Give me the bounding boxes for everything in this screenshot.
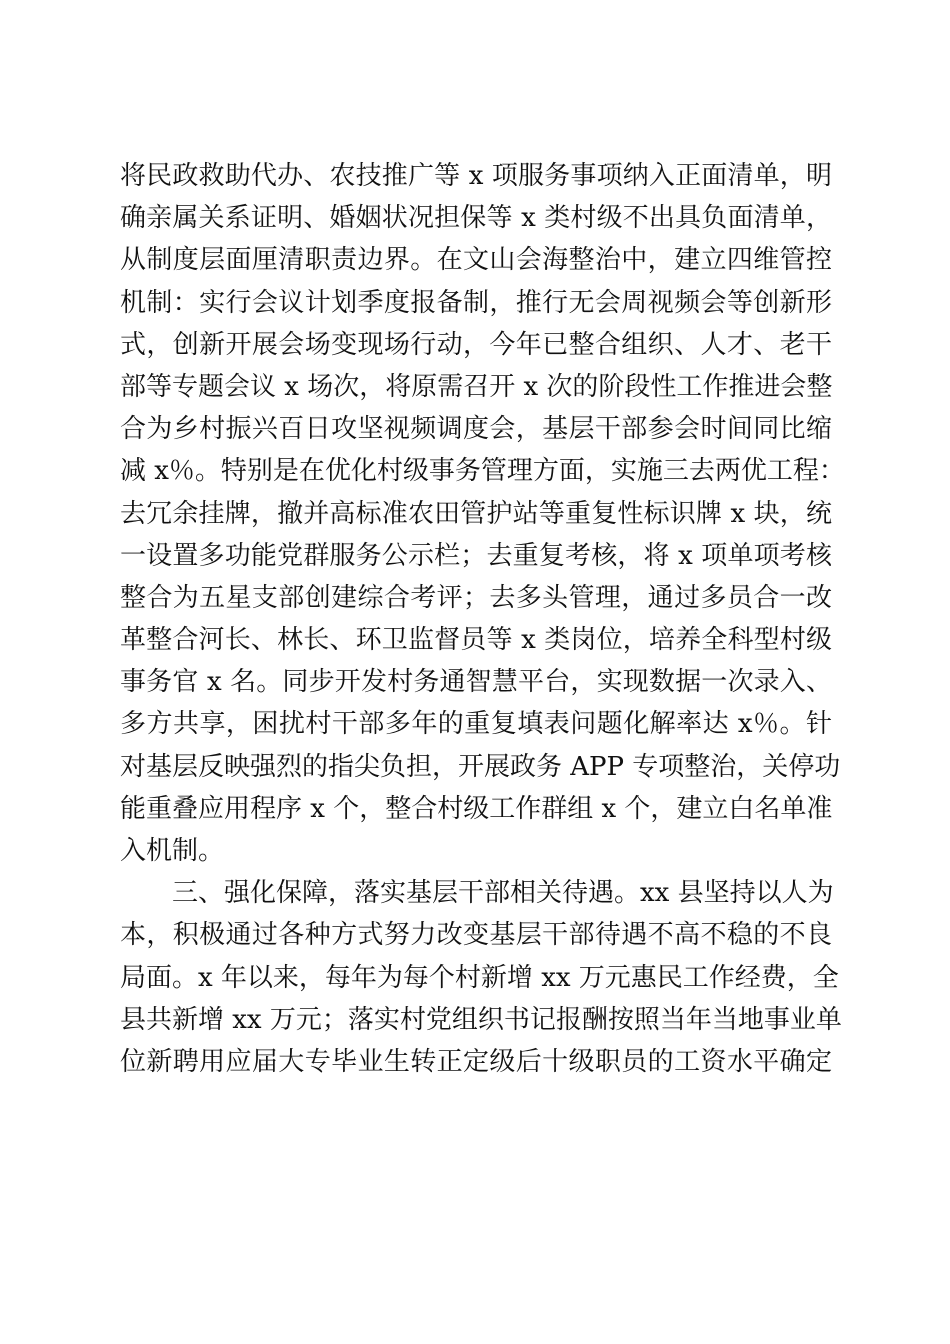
text-line: 合为乡村振兴百日攻坚视频调度会，基层干部参会时间同比缩 [120,414,832,445]
text-line: 多方共享，困扰村干部多年的重复填表问题化解率达 x％。针 [120,709,832,740]
paragraph-2 [120,872,842,1083]
text-line: 对基层反映强烈的指尖负担，开展政务 APP 专项整治，关停功 [120,751,841,782]
text-line: 将民政救助代办、农技推广等 x 项服务事项纳入正面清单，明 [120,161,832,191]
text-line: 机制：实行会议计划季度报备制，推行无会周视频会等创新形 [120,287,832,318]
text-line: 式，创新开展会场变现场行动，今年已整合组织、人才、老干 [120,329,832,360]
text-line: 三、强化保障，落实基层干部相关待遇。xx 县坚持以人为 [172,878,834,909]
text-line: 局面。x 年以来，每年为每个村新增 xx 万元惠民工作经费，全 [120,962,839,993]
text-line: 整合为五星支部创建综合考评；去多头管理，通过多员合一改 [120,582,832,613]
text-line: 革整合河长、林长、环卫监督员等 x 类岗位，培养全科型村级 [120,625,832,656]
text-line: 县共新增 xx 万元；落实村党组织书记报酬按照当年当地事业单 [120,1004,842,1035]
document-body [120,155,845,1083]
text-line: 能重叠应用程序 x 个，整合村级工作群组 x 个，建立白名单准 [120,793,833,824]
text-line: 从制度层面厘清职责边界。在文山会海整治中，建立四维管控 [120,245,832,276]
text-line: 去冗余挂牌，撤并高标准农田管护站等重复性标识牌 x 块，统 [120,498,832,529]
text-line: 位新聘用应届大专毕业生转正定级后十级职员的工资水平确定 [120,1046,832,1077]
paragraph-1 [120,155,845,872]
text-line: 一设置多功能党群服务公示栏；去重复考核，将 x 项单项考核 [120,540,832,571]
text-line: 事务官 x 名。同步开发村务通智慧平台，实现数据一次录入、 [120,667,832,698]
text-line: 减 x％。特别是在优化村级事务管理方面，实施三去两优工程： [120,456,845,487]
text-line: 本，积极通过各种方式努力改变基层干部待遇不高不稳的不良 [120,920,832,951]
text-line: 入机制。 [120,836,225,866]
text-line: 确亲属关系证明、婚姻状况担保等 x 类村级不出具负面清单， [120,203,832,234]
text-line: 部等专题会议 x 场次，将原需召开 x 次的阶段性工作推进会整 [120,371,833,402]
